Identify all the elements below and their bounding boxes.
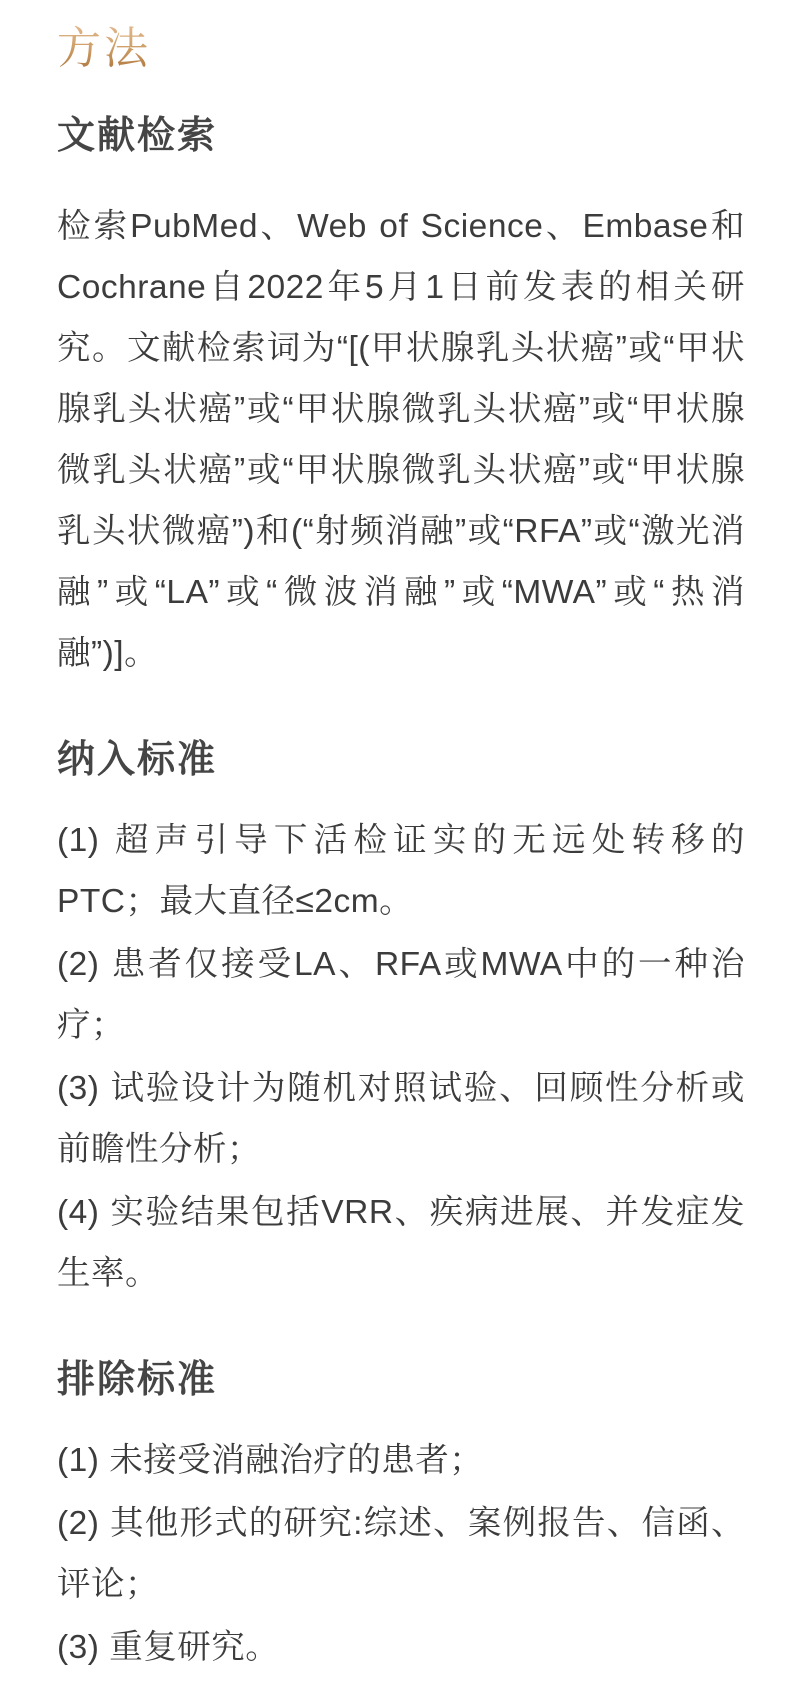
section-heading-exclusion-criteria: 排除标准: [57, 1359, 218, 1401]
section-exclusion-criteria: [57, 1358, 745, 1678]
exclusion-criteria-item-2: (2) 其他形式的研究:综述、案例报告、信函、评论；: [57, 1505, 745, 1603]
inclusion-criteria-item-2: (2) 患者仅接受LA、RFA或MWA中的一种治疗；: [57, 946, 745, 1044]
inclusion-criteria-item-3: (3) 试验设计为随机对照试验、回顾性分析或前瞻性分析；: [57, 1070, 745, 1168]
exclusion-criteria-item-1: (1) 未接受消融治疗的患者；: [57, 1442, 484, 1479]
inclusion-criteria-item-1: (1) 超声引导下活检证实的无远处转移的PTC；最大直径≤2cm。: [57, 822, 745, 920]
page-title: 方法: [57, 24, 151, 73]
literature-search-paragraph: 检索PubMed、Web of Science、Embase和Cochrane自2022年5月1日前发表的相关研究。文献检索词为“[(甲状腺乳头状癌”或“甲状腺乳头状癌”或“甲状腺微乳头状癌”或“甲状腺微乳头状癌”或“甲状腺微乳头状癌”或“甲状腺乳头状微癌”)和(“射频消融”或“RFA”或“激光消融”或“LA”或“微波消融”或“MWA”或“热消融”)]。: [57, 208, 745, 672]
section-literature-search: [57, 114, 745, 684]
section-inclusion-criteria: [57, 738, 745, 1304]
section-heading-literature-search: 文献检索: [57, 115, 218, 157]
exclusion-criteria-item-3: (3) 重复研究。: [57, 1629, 280, 1666]
section-heading-inclusion-criteria: 纳入标准: [57, 739, 218, 781]
inclusion-criteria-item-4: (4) 实验结果包括VRR、疾病进展、并发症发生率。: [57, 1194, 745, 1292]
